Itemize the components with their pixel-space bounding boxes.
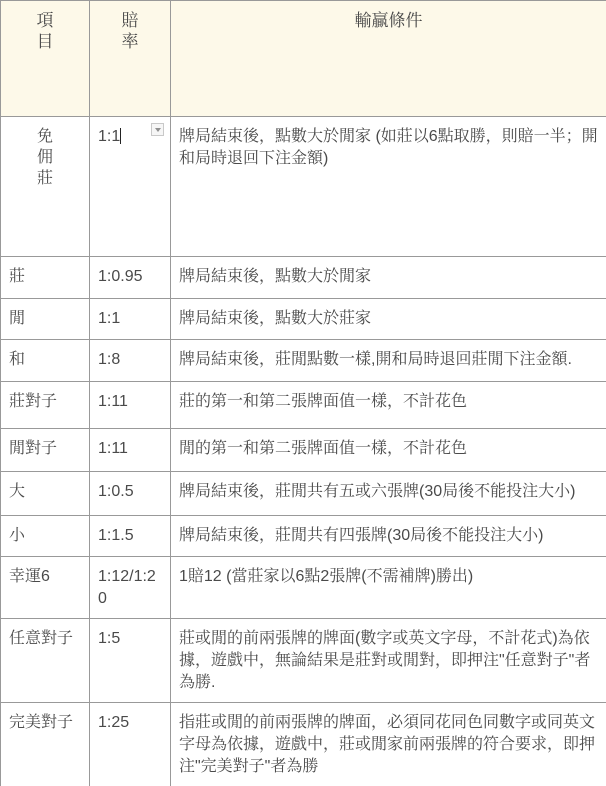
column-header-item-label: 項目 xyxy=(36,11,54,51)
caret-down-icon xyxy=(155,128,161,132)
odds-cell[interactable] xyxy=(90,472,171,516)
condition-text: 牌局結束後，莊閒共有四張牌(30局後不能投注大小) xyxy=(179,527,544,544)
odds-cell[interactable] xyxy=(90,117,171,257)
column-header-condition[interactable] xyxy=(171,1,606,117)
cell-dropdown-button[interactable] xyxy=(151,123,164,136)
condition-cell[interactable] xyxy=(171,557,606,619)
odds-value: 1:1.5 xyxy=(98,527,134,544)
table-row xyxy=(1,429,606,472)
condition-cell[interactable] xyxy=(171,429,606,472)
condition-text: 閒的第一和第二張牌面值一樣，不計花色 xyxy=(179,440,468,457)
column-header-condition-label: 輸贏條件 xyxy=(354,11,423,30)
header-row xyxy=(1,1,606,117)
table-row xyxy=(1,382,606,429)
column-header-odds[interactable] xyxy=(90,1,171,117)
odds-value: 1:25 xyxy=(98,714,130,731)
item-label: 免佣莊 xyxy=(36,128,53,187)
condition-cell[interactable] xyxy=(171,299,606,340)
odds-cell[interactable] xyxy=(90,299,171,340)
odds-cell[interactable] xyxy=(90,429,171,472)
item-cell[interactable] xyxy=(1,703,90,786)
odds-value: 1:11 xyxy=(98,393,128,410)
condition-cell[interactable] xyxy=(171,703,606,786)
odds-value: 1:11 xyxy=(98,440,128,457)
condition-cell[interactable] xyxy=(171,257,606,299)
table-row xyxy=(1,117,606,257)
odds-value: 1:12/1:20 xyxy=(98,568,156,607)
table-row xyxy=(1,340,606,382)
table-row xyxy=(1,557,606,619)
odds-cell[interactable] xyxy=(90,382,171,429)
text-caret xyxy=(120,128,121,144)
odds-value: 1:0.95 xyxy=(98,268,143,285)
condition-text: 莊或閒的前兩張牌的牌面(數字或英文字母，不計花式)為依據，遊戲中，無論結果是莊對或閒對，即押注"任意對子"者為勝. xyxy=(179,630,591,691)
condition-cell[interactable] xyxy=(171,619,606,703)
condition-cell[interactable] xyxy=(171,472,606,516)
condition-text: 莊的第一和第二張牌面值一樣，不計花色 xyxy=(179,393,468,410)
condition-cell[interactable] xyxy=(171,117,606,257)
column-header-item[interactable] xyxy=(1,1,90,117)
odds-cell[interactable] xyxy=(90,340,171,382)
condition-cell[interactable] xyxy=(171,516,606,557)
odds-value: 1:0.5 xyxy=(98,483,134,500)
item-cell[interactable] xyxy=(1,472,90,516)
table-row xyxy=(1,703,606,786)
condition-cell[interactable] xyxy=(171,382,606,429)
item-label: 完美對子 xyxy=(9,714,74,731)
item-label: 任意對子 xyxy=(9,630,74,647)
table-row xyxy=(1,619,606,703)
odds-cell[interactable] xyxy=(90,557,171,619)
odds-value: 1:5 xyxy=(98,630,121,647)
item-cell[interactable] xyxy=(1,557,90,619)
odds-cell[interactable] xyxy=(90,619,171,703)
condition-text: 牌局結束後，點數大於莊家 xyxy=(179,310,372,327)
table-row xyxy=(1,299,606,340)
item-cell[interactable] xyxy=(1,516,90,557)
odds-cell[interactable] xyxy=(90,516,171,557)
condition-cell[interactable] xyxy=(171,340,606,382)
condition-text: 牌局結束後，莊閒點數一樣,開和局時退回莊閒下注金額. xyxy=(179,351,572,368)
item-cell[interactable] xyxy=(1,340,90,382)
odds-cell[interactable] xyxy=(90,703,171,786)
item-cell[interactable] xyxy=(1,117,90,257)
condition-text: 牌局結束後，點數大於閒家 xyxy=(179,268,372,285)
item-cell[interactable] xyxy=(1,619,90,703)
item-label: 幸運6 xyxy=(9,568,50,585)
item-label: 閒對子 xyxy=(9,440,58,457)
condition-text: 牌局結束後，莊閒共有五或六張牌(30局後不能投注大小) xyxy=(179,483,576,500)
odds-value: 1:1 xyxy=(98,310,121,327)
condition-text: 1賠12 (當莊家以6點2張牌(不需補牌)勝出) xyxy=(179,568,474,585)
item-cell[interactable] xyxy=(1,429,90,472)
table-row xyxy=(1,472,606,516)
item-cell[interactable] xyxy=(1,257,90,299)
table-row xyxy=(1,257,606,299)
item-label: 莊對子 xyxy=(9,393,58,410)
item-label: 莊 xyxy=(9,268,26,285)
odds-value: 1:8 xyxy=(98,351,121,368)
condition-text: 指莊或閒的前兩張牌的牌面，必須同花同色同數字或同英文字母為依據，遊戲中，莊或閒家前兩張牌的符合要求，即押注"完美對子"者為勝 xyxy=(179,714,596,775)
odds-value: 1:1 xyxy=(98,128,121,145)
item-cell[interactable] xyxy=(1,299,90,340)
item-label: 閒 xyxy=(9,310,26,327)
item-label: 和 xyxy=(9,351,26,368)
table-row xyxy=(1,516,606,557)
item-label: 小 xyxy=(9,527,26,544)
column-header-odds-label: 賠率 xyxy=(121,11,139,51)
odds-cell[interactable] xyxy=(90,257,171,299)
item-label: 大 xyxy=(9,483,26,500)
condition-text: 牌局結束後，點數大於閒家 (如莊以6點取勝，則賠一半；開和局時退回下注金額) xyxy=(179,128,598,167)
item-cell[interactable] xyxy=(1,382,90,429)
